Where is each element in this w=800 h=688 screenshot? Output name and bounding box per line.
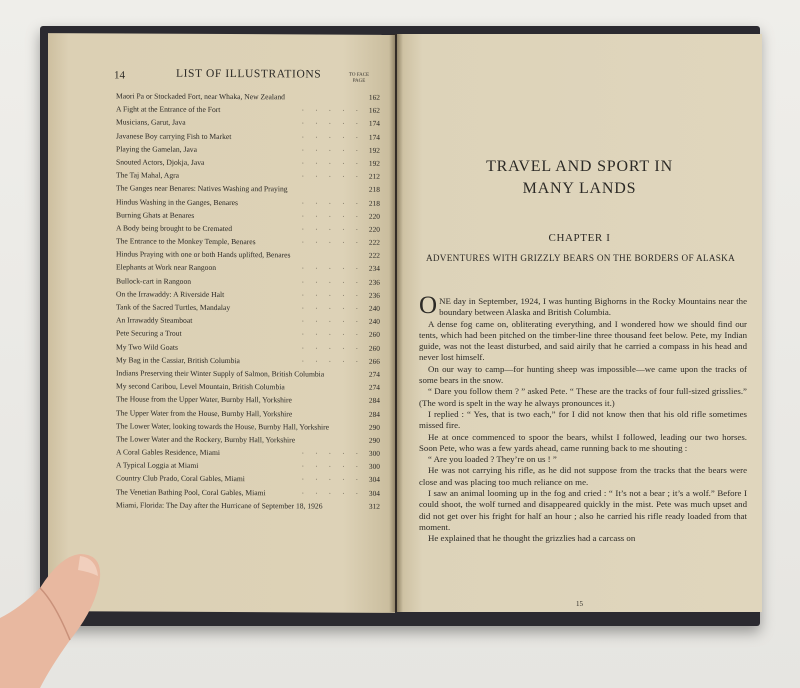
illustration-entry	[116, 287, 386, 302]
leader-dots: . . . . .	[302, 210, 363, 219]
illustration-title: Maori Pa or Stockaded Fort, near Whaka, New Zealand	[116, 91, 285, 102]
illustration-title: An Irrawaddy Steamboat	[116, 315, 193, 326]
illustration-entry	[116, 432, 386, 447]
leader-dots: . . . . .	[302, 170, 363, 179]
illustration-entry	[116, 353, 386, 368]
illustration-entry	[116, 498, 386, 513]
illustration-entry	[116, 406, 386, 421]
illustration-entry	[116, 89, 386, 104]
illustration-title: The Lower Water and the Rockery, Burnby Hall, Yorkshire	[116, 434, 296, 445]
illustration-entry	[116, 419, 386, 434]
illustration-title: A Body being brought to be Cremated	[116, 223, 232, 233]
leader-dots: . . . . .	[302, 130, 363, 140]
illustration-title: The Ganges near Benares: Natives Washing and Praying	[116, 183, 288, 194]
illustration-title: On the Irrawaddy: A Riverside Halt	[116, 289, 225, 299]
illustration-entry	[116, 129, 386, 144]
leader-dots: . . . . .	[302, 117, 363, 127]
list-of-illustrations-heading: LIST OF ILLUSTRATIONS	[176, 67, 322, 81]
illustration-title: Snouted Actors, Djokja, Java	[116, 157, 205, 167]
body-paragraph: He explained that he thought the grizzlies had a carcass on	[428, 533, 636, 544]
leader-dots: . . . . .	[302, 157, 363, 166]
illustration-title: The Upper Water from the House, Burnby Hall, Yorkshire	[116, 407, 293, 418]
illustration-title: Tank of the Sacred Turtles, Mandalay	[116, 302, 231, 313]
illustration-title: A Typical Loggia at Miami	[116, 460, 199, 471]
illustration-page-number: 260	[368, 330, 380, 340]
body-paragraph: A dense fog came on, obliterating everything, and I wondered how we should find our tents, which had been pitched on the timber-line three thousand feet below. Pete, my Indian guide, was not the least disturbed, and said airily that he carried a compass in his head and never lost himself.	[419, 318, 747, 363]
illustration-entry	[116, 314, 386, 329]
leader-dots: . . . . .	[302, 144, 363, 153]
illustration-page-number: 240	[368, 316, 380, 327]
illustration-page-number: 162	[368, 105, 380, 116]
illustration-entry	[116, 155, 386, 170]
illustration-title: The Lower Water, looking towards the House, Burnby Hall, Yorkshire	[116, 421, 330, 432]
leader-dots: . . . . .	[302, 447, 363, 456]
illustration-page-number: 162	[368, 92, 380, 102]
illustration-page-number: 220	[368, 224, 380, 234]
illustration-entry	[116, 327, 386, 342]
illustration-page-number: 304	[368, 475, 380, 485]
leader-dots: . . . . .	[302, 104, 363, 113]
illustration-page-number: 218	[368, 198, 380, 208]
illustration-title: A Coral Gables Residence, Miami	[116, 447, 220, 458]
body-paragraph: “ Are you loaded ? They’re on us ! ”	[428, 454, 557, 465]
illustration-title: My Two Wild Goats	[116, 342, 178, 352]
illustration-page-number: 236	[368, 277, 380, 287]
illustration-page-number: 174	[368, 132, 380, 142]
drop-cap: O	[419, 292, 438, 319]
illustration-title: Miami, Florida: The Day after the Hurricane of September 18, 1926	[116, 500, 323, 511]
illustration-page-number: 240	[368, 303, 380, 313]
illustration-page-number: 290	[368, 435, 380, 445]
leader-dots: . . . . .	[302, 236, 363, 245]
illustration-title: Country Club Prado, Coral Gables, Miami	[116, 473, 245, 484]
illustration-title: Indians Preserving their Winter Supply of Salmon, British Columbia	[116, 368, 325, 379]
book-gutter-shadow	[389, 34, 403, 612]
illustration-entry	[116, 195, 386, 210]
leader-dots: . . . . .	[302, 302, 363, 311]
illustration-page-number: 260	[368, 343, 380, 353]
illustration-title: Hindus Praying with one or both Hands uplifted, Benares	[116, 249, 291, 260]
leader-dots: . . . . .	[302, 262, 363, 272]
illustration-page-number: 222	[368, 251, 380, 261]
leader-dots: . . . . .	[302, 276, 363, 285]
chapter-body-text	[419, 292, 747, 545]
illustration-title: The Entrance to the Monkey Temple, Benares	[116, 236, 256, 247]
leader-dots: . . . . .	[302, 289, 363, 298]
right-page	[397, 34, 762, 612]
illustration-page-number: 192	[368, 145, 380, 155]
leader-dots: . . . . .	[302, 355, 363, 364]
illustration-page-number: 284	[368, 396, 380, 406]
illustration-page-number: 284	[368, 409, 380, 419]
body-paragraph: “ Dare you follow them ? ” asked Pete. “ These are the tracks of four full-sized grisslies.” (The word is spelt in the way he always pronounces it.)	[419, 386, 747, 408]
leader-dots: . . . . .	[302, 223, 363, 232]
illustration-entry	[116, 485, 386, 500]
illustration-title: Elephants at Work near Rangoon	[116, 262, 217, 273]
illustration-page-number: 212	[368, 171, 380, 181]
illustration-title: My second Caribou, Level Mountain, British Columbia	[116, 381, 285, 392]
illustration-entry	[116, 446, 386, 461]
right-page-number: 15	[576, 600, 583, 608]
illustration-entry	[116, 340, 386, 355]
chapter-subtitle: ADVENTURES WITH GRIZZLY BEARS ON THE BORDERS OF ALASKA	[425, 253, 736, 263]
illustration-page-number: 274	[368, 382, 380, 392]
left-page-number: 14	[114, 69, 125, 82]
body-paragraph: I replied : “ Yes, that is two each,” for I did not know then that his old rifle sometimes missed fire.	[419, 408, 747, 431]
illustration-page-number: 174	[368, 119, 380, 129]
left-page	[48, 33, 395, 613]
illustration-title: Hindus Washing in the Ganges, Benares	[116, 196, 238, 207]
body-paragraph: He was not carrying his rifle, as he did not suppose from the tracks that the bears were close and was placing too much reliance on me.	[419, 465, 747, 487]
illustration-title: Javanese Boy carrying Fish to Market	[116, 131, 232, 141]
illustration-entry	[116, 300, 386, 315]
illustration-title: Musicians, Garut, Java	[116, 117, 186, 128]
leader-dots: . . . . .	[302, 487, 363, 496]
body-paragraph: On our way to camp—for hunting sheep was impossible—we came upon the tracks of some bears in the snow.	[419, 363, 747, 386]
illustration-title: A Fight at the Entrance of the Fort	[116, 104, 221, 115]
illustration-entry	[116, 182, 386, 197]
leader-dots: . . . . .	[302, 196, 363, 206]
leader-dots: . . . . .	[302, 328, 363, 338]
body-paragraph: He at once commenced to spoor the bears, whilst I followed, leading our two horses. Soon Pete, who was a few yards ahead, came running back to me shouting :	[419, 431, 747, 453]
illustration-page-number: 192	[368, 158, 380, 168]
chapter-heading: CHAPTER I	[548, 232, 611, 244]
leader-dots: . . . . .	[302, 473, 363, 483]
illustration-entry	[116, 472, 386, 487]
illustration-page-number: 312	[368, 501, 380, 511]
book-title: TRAVEL AND SPORT IN MANY LANDS	[486, 158, 673, 197]
illustration-entry	[116, 221, 386, 236]
illustration-title: The House from the Upper Water, Burnby Hall, Yorkshire	[116, 394, 292, 405]
hand-holding-book-icon	[0, 548, 120, 688]
illustration-entry	[116, 380, 386, 395]
illustration-entry	[116, 459, 386, 474]
illustration-entry	[116, 366, 386, 381]
illustration-entry	[116, 261, 386, 276]
illustration-entry	[116, 393, 386, 408]
illustration-entry	[116, 116, 386, 131]
illustration-title: Playing the Gamelan, Java	[116, 144, 197, 154]
illustration-entry	[116, 235, 386, 250]
illustration-page-number: 266	[368, 356, 380, 366]
illustration-title: My Bag in the Cassiar, British Columbia	[116, 355, 240, 365]
illustration-entry	[116, 208, 386, 223]
illustration-entry	[116, 169, 386, 184]
illustration-entry	[116, 142, 386, 157]
illustration-title: The Taj Mahal, Agra	[116, 170, 180, 180]
illustration-page-number: 304	[368, 488, 380, 498]
illustration-title: The Venetian Bathing Pool, Coral Gables, Miami	[116, 487, 266, 497]
illustration-page-number: 290	[368, 422, 380, 432]
leader-dots: . . . . .	[302, 341, 363, 351]
illustration-page-number: 274	[368, 369, 380, 379]
left-page-header	[48, 69, 395, 87]
illustration-page-number: 218	[368, 185, 380, 195]
leader-dots: . . . . .	[302, 460, 363, 469]
body-paragraph: I saw an animal looming up in the fog and cried : “ It’s not a bear ; it’s a wolf.” Before I could shoot, the wolf turned and disappeared quickly in the mist. Pete was much upset and did not get over his fright for half an hour ; also he carried his rifle ready loaded from that moment.	[419, 488, 747, 532]
illustration-title: Bullock-cart in Rangoon	[116, 276, 192, 286]
illustration-page-number: 234	[368, 264, 380, 274]
illustration-page-number: 222	[368, 237, 380, 247]
illustration-page-number: 220	[368, 211, 380, 221]
illustration-entry	[116, 103, 386, 118]
illustration-page-number: 300	[368, 448, 380, 458]
illustration-entry	[116, 274, 386, 289]
to-face-page-label: TO FACE PAGE	[348, 72, 370, 84]
illustration-page-number: 300	[368, 462, 380, 472]
leader-dots: . . . . .	[302, 315, 363, 324]
illustration-page-number: 236	[368, 290, 380, 300]
illustrations-list	[116, 89, 386, 512]
illustration-title: Pete Securing a Trout	[116, 328, 182, 339]
body-paragraph: ONE day in September, 1924, I was hunting Bighorns in the Rocky Mountains near the boundary between Alaska and British Columbia.	[419, 292, 747, 319]
illustration-title: Burning Ghats at Benares	[116, 210, 195, 220]
illustration-entry	[116, 248, 386, 263]
